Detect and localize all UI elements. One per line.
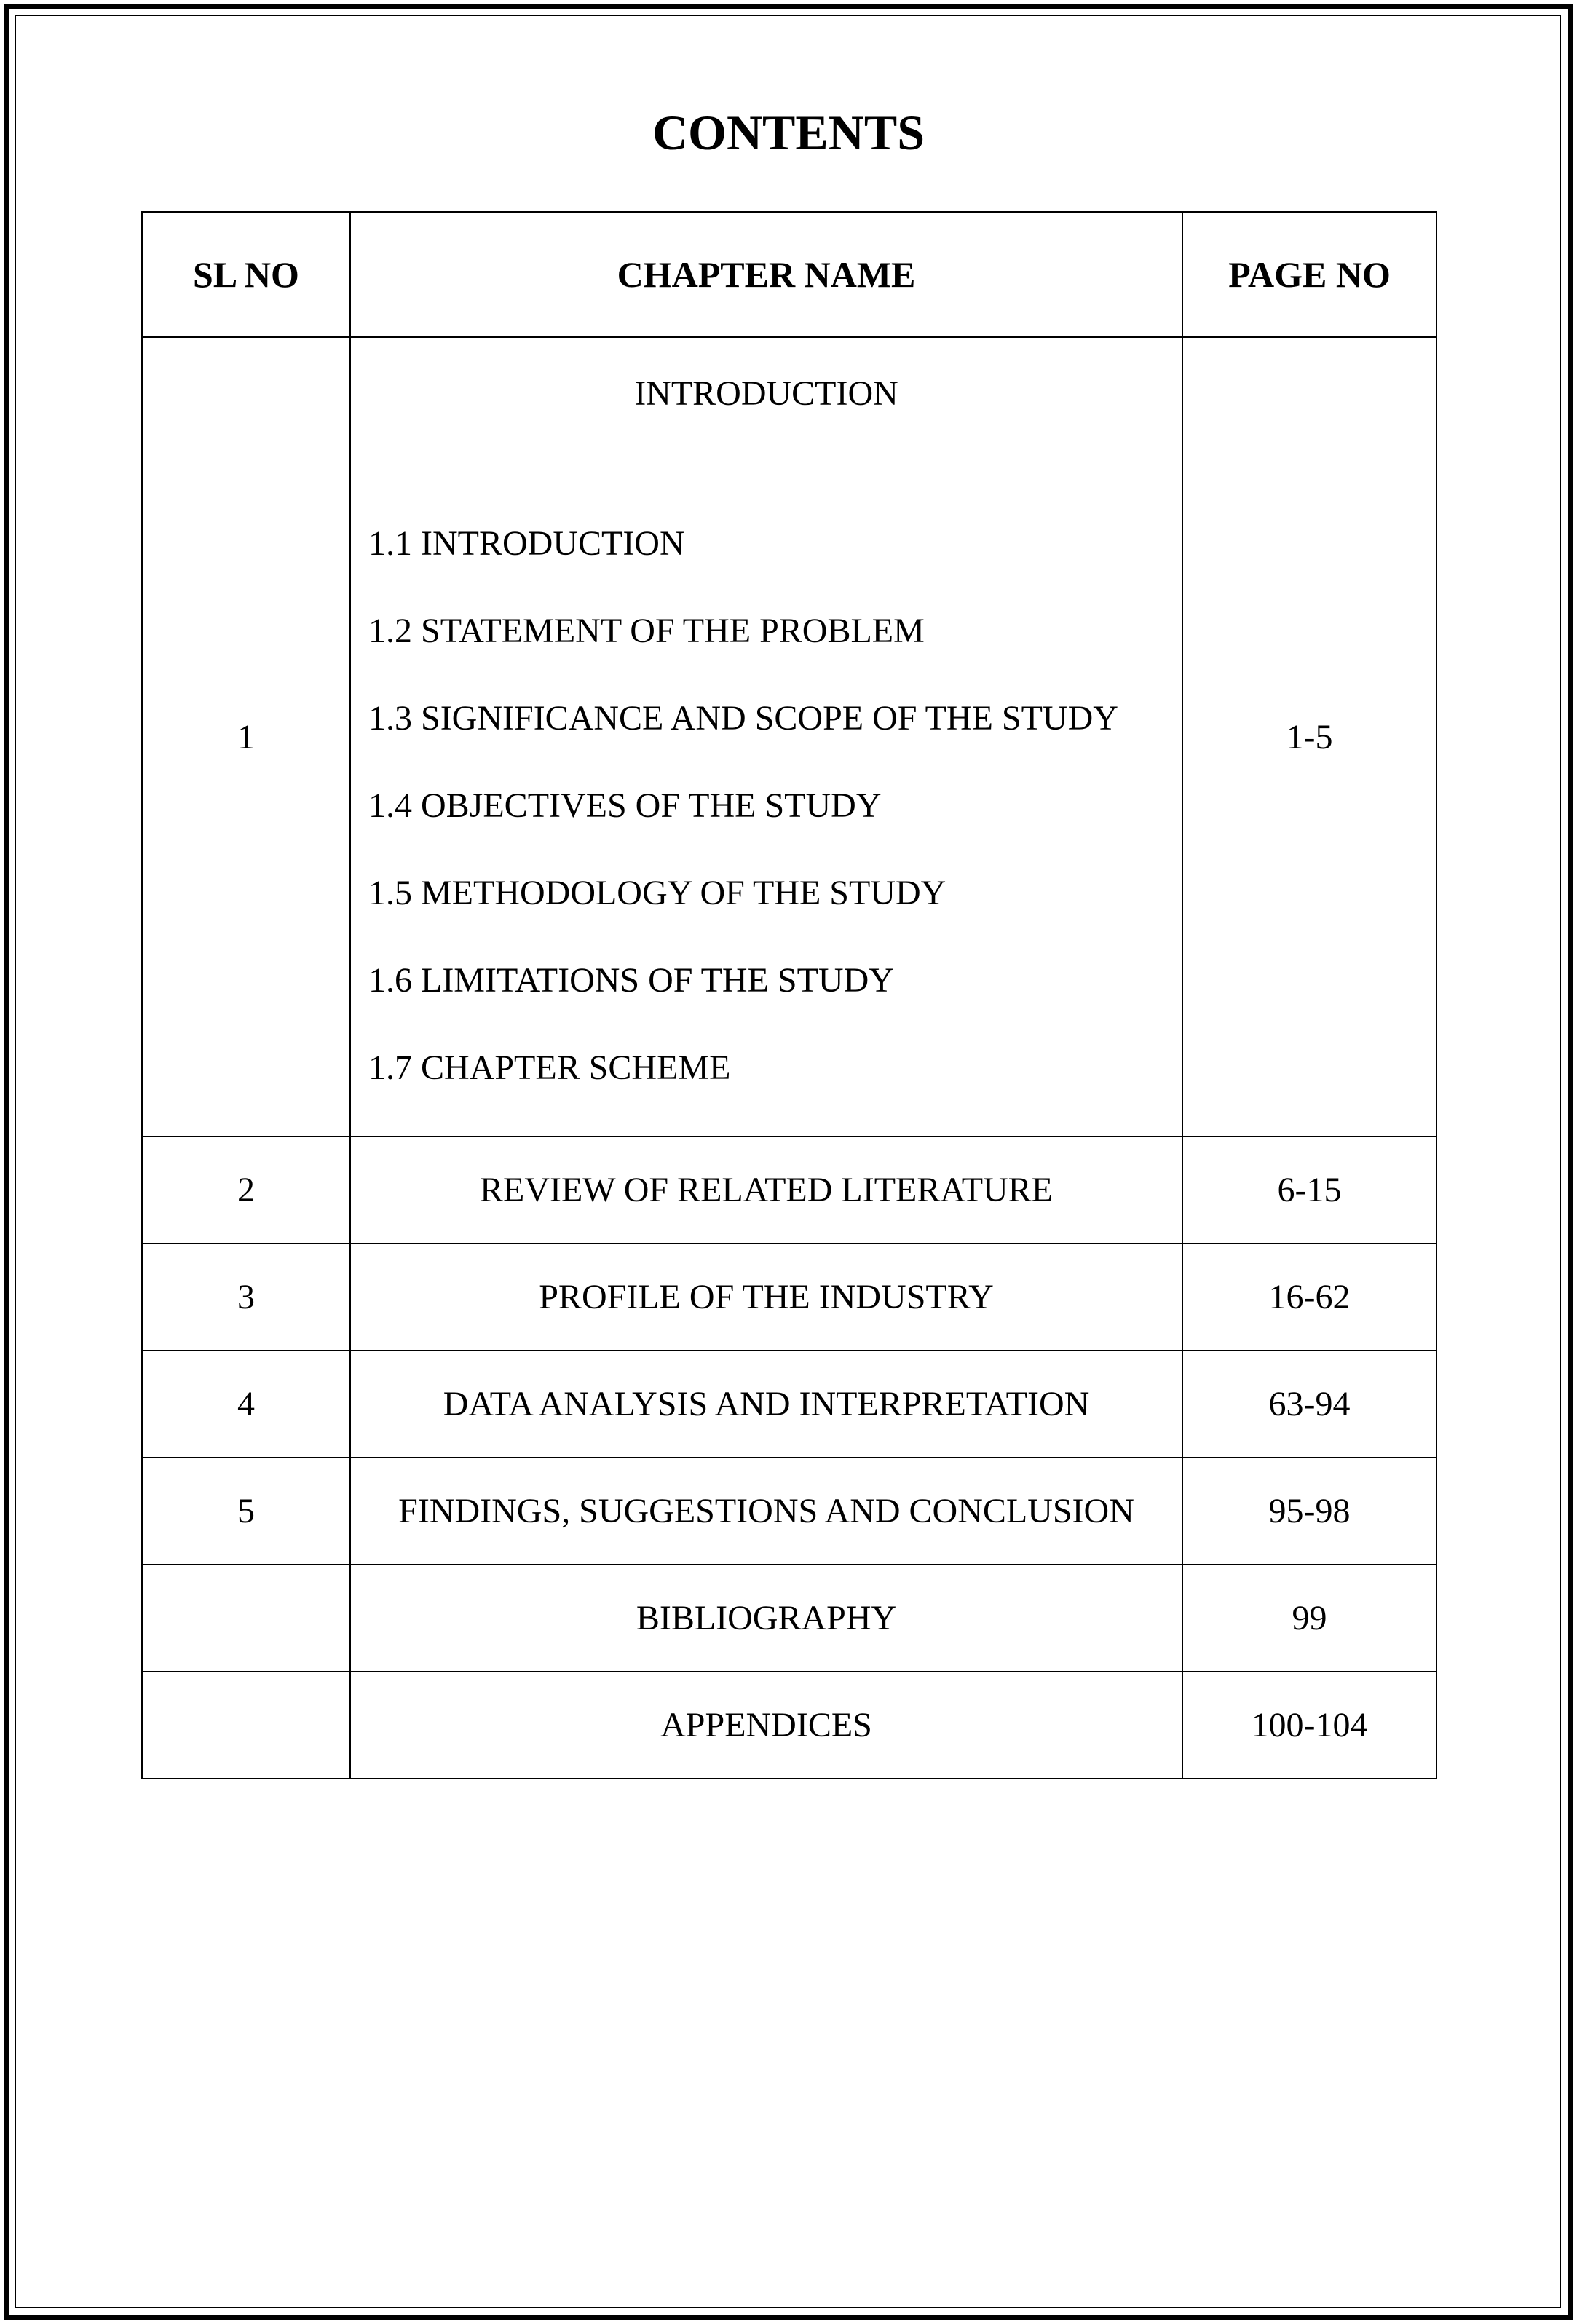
- row-sl: 5: [142, 1458, 350, 1565]
- header-chapter-name: CHAPTER NAME: [350, 212, 1182, 337]
- chapter-1-pages: 1-5: [1182, 337, 1436, 1137]
- row-chapter-name: APPENDICES: [350, 1672, 1182, 1779]
- header-sl-no: SL NO: [142, 212, 350, 337]
- page-title: CONTENTS: [652, 105, 925, 160]
- row-sl: 2: [142, 1137, 350, 1244]
- row-sl: 4: [142, 1351, 350, 1458]
- subsection-item: 1.1 INTRODUCTION: [368, 524, 685, 563]
- chapter-1-title: INTRODUCTION: [634, 374, 898, 413]
- row-pages: 99: [1182, 1565, 1436, 1672]
- contents-table: [141, 211, 1437, 1779]
- subsection-item: 1.6 LIMITATIONS OF THE STUDY: [368, 961, 894, 1000]
- row-sl: [142, 1672, 350, 1779]
- table-row: [142, 1672, 1436, 1779]
- subsection-item: 1.7 CHAPTER SCHEME: [368, 1048, 731, 1087]
- row-pages: 16-62: [1182, 1244, 1436, 1351]
- chapter-1-name-cell: [350, 337, 1182, 1137]
- subsection-item: 1.3 SIGNIFICANCE AND SCOPE OF THE STUDY: [368, 699, 1118, 738]
- table-header-row: [142, 212, 1436, 337]
- subsection-item: 1.5 METHODOLOGY OF THE STUDY: [368, 874, 946, 912]
- table-row: [142, 1565, 1436, 1672]
- table-row: [142, 1244, 1436, 1351]
- row-chapter-name: FINDINGS, SUGGESTIONS AND CONCLUSION: [350, 1458, 1182, 1565]
- header-page-no: PAGE NO: [1182, 212, 1436, 337]
- row-sl: [142, 1565, 350, 1672]
- chapter-1-subsection-list: [368, 522, 1182, 1090]
- table-row: [142, 1458, 1436, 1565]
- row-pages: 100-104: [1182, 1672, 1436, 1779]
- subsection-item: 1.4 OBJECTIVES OF THE STUDY: [368, 786, 882, 825]
- chapter-1-sl: 1: [142, 337, 350, 1137]
- table-row: [142, 1351, 1436, 1458]
- row-chapter-name: DATA ANALYSIS AND INTERPRETATION: [350, 1351, 1182, 1458]
- row-chapter-name: BIBLIOGRAPHY: [350, 1565, 1182, 1672]
- subsection-item: 1.2 STATEMENT OF THE PROBLEM: [368, 612, 925, 650]
- table-row: [142, 1137, 1436, 1244]
- row-pages: 95-98: [1182, 1458, 1436, 1565]
- row-pages: 6-15: [1182, 1137, 1436, 1244]
- row-chapter-name: PROFILE OF THE INDUSTRY: [350, 1244, 1182, 1351]
- row-sl: 3: [142, 1244, 350, 1351]
- row-pages: 63-94: [1182, 1351, 1436, 1458]
- table-row-chapter-1: [142, 337, 1436, 1137]
- row-chapter-name: REVIEW OF RELATED LITERATURE: [350, 1137, 1182, 1244]
